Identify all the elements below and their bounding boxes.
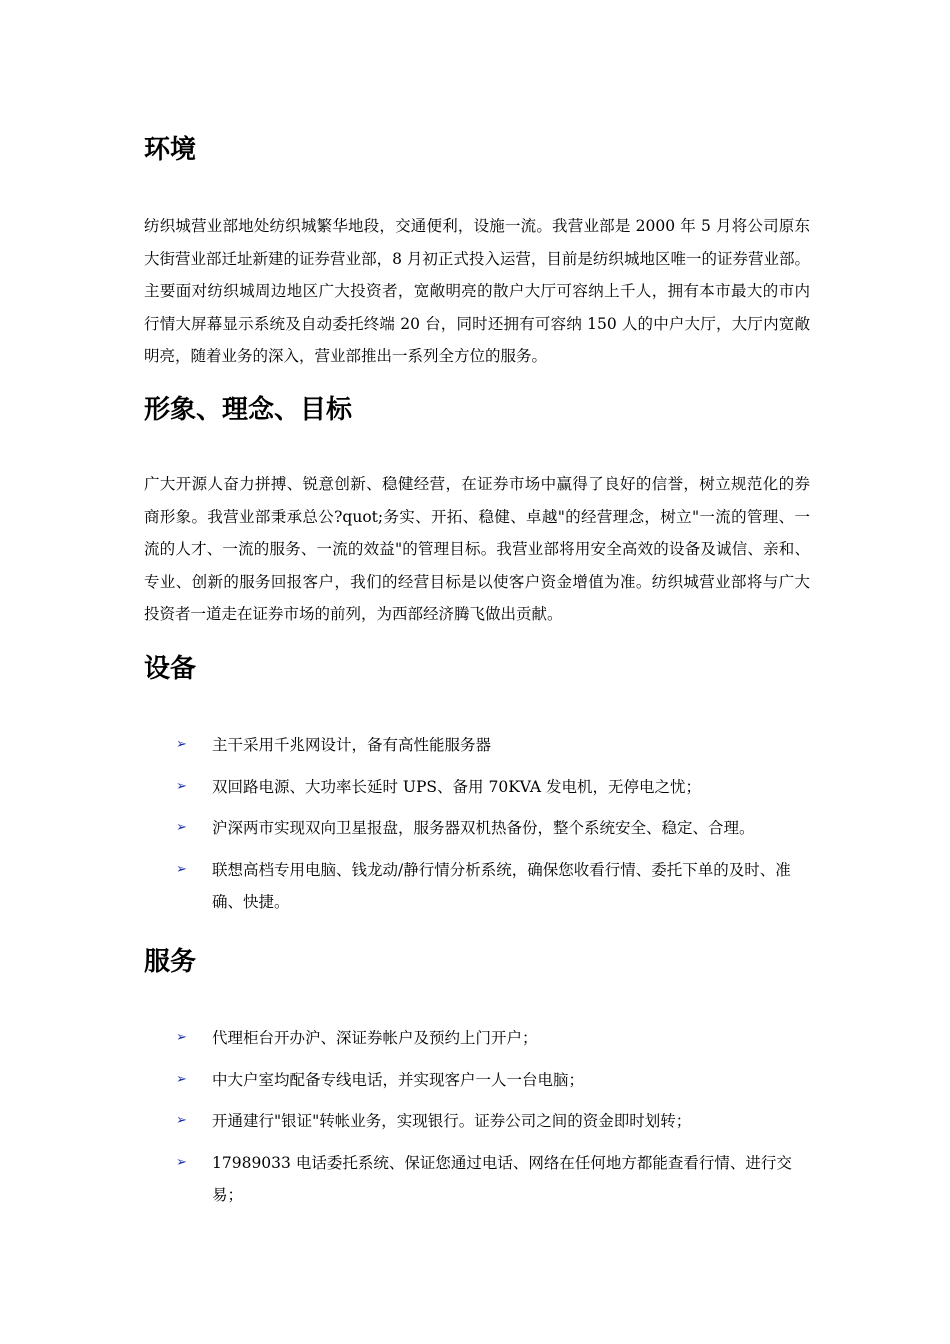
- list-item: ➢ 17989033 电话委托系统、保证您通过电话、网络在任何地方都能查看行情、进行交易；: [176, 1147, 816, 1212]
- arrow-bullet-icon: ➢: [176, 820, 187, 835]
- arrow-bullet-icon: ➢: [176, 778, 187, 794]
- section-title-image-philosophy: 形象、理念、目标: [144, 395, 353, 425]
- section-title-environment: 环境: [144, 135, 197, 165]
- section-title-service: 服务: [144, 947, 197, 977]
- list-item: ➢ 中大户室均配备专线电话，并实现客户一人一台电脑；: [176, 1064, 816, 1097]
- list-item: ➢ 沪深两市实现双向卫星报盘，服务器双机热备份，整个系统安全、稳定、合理。: [176, 812, 816, 845]
- list-item: ➢ 联想高档专用电脑、钱龙动/静行情分析系统，确保您收看行情、委托下单的及时、准确、快捷。: [176, 854, 816, 919]
- list-item: ➢ 双回路电源、大功率长延时 UPS、备用 70KVA 发电机，无停电之忧；: [176, 771, 816, 804]
- image-philosophy-paragraph: 广大开源人奋力拼搏、锐意创新、稳健经营，在证券市场中赢得了良好的信誉，树立规范化的券商形象。我营业部秉承总公?quot;务实、开拓、稳健、卓越"的经营理念，树立"一流的管理、一流的人才、一流的服务、一流的效益"的管理目标。我营业部将用安全高效的设备及诚信、亲和、专业、创新的服务回报客户，我们的经营目标是以使客户资金增值为准。纺织城营业部将与广大投资者一道走在证券市场的前列，为西部经济腾飞做出贡献。: [144, 475, 810, 623]
- list-item: ➢ 代理柜台开办沪、深证券帐户及预约上门开户；: [176, 1022, 816, 1055]
- list-item: ➢ 主干采用千兆网设计，备有高性能服务器: [176, 729, 816, 762]
- arrow-bullet-icon: ➢: [176, 1154, 187, 1170]
- arrow-bullet-icon: ➢: [176, 737, 187, 752]
- arrow-bullet-icon: ➢: [176, 1113, 187, 1128]
- arrow-bullet-icon: ➢: [176, 1030, 187, 1045]
- environment-paragraph: 纺织城营业部地处纺织城繁华地段，交通便利，设施一流。我营业部是 2000 年 5 月将公司原东大街营业部迁址新建的证券营业部，8 月初正式投入运营，目前是纺织城地区唯一的证券营业部。主要面对纺织城周边地区广大投资者，宽敞明亮的散户大厅可容纳上千人，拥有本市最大的市内行情大屏幕显示系统及自动委托终端 20 台，同时还拥有可容纳 150 人的中户大厅，大厅内宽敞明亮，随着业务的深入，营业部推出一系列全方位的服务。: [144, 217, 810, 365]
- arrow-bullet-icon: ➢: [176, 1071, 187, 1087]
- arrow-bullet-icon: ➢: [176, 861, 187, 877]
- equipment-list: [176, 729, 816, 928]
- section-title-equipment: 设备: [144, 654, 197, 684]
- list-item: ➢ 开通建行"银证"转帐业务，实现银行。证券公司之间的资金即时划转；: [176, 1105, 816, 1138]
- service-list: [176, 1022, 816, 1221]
